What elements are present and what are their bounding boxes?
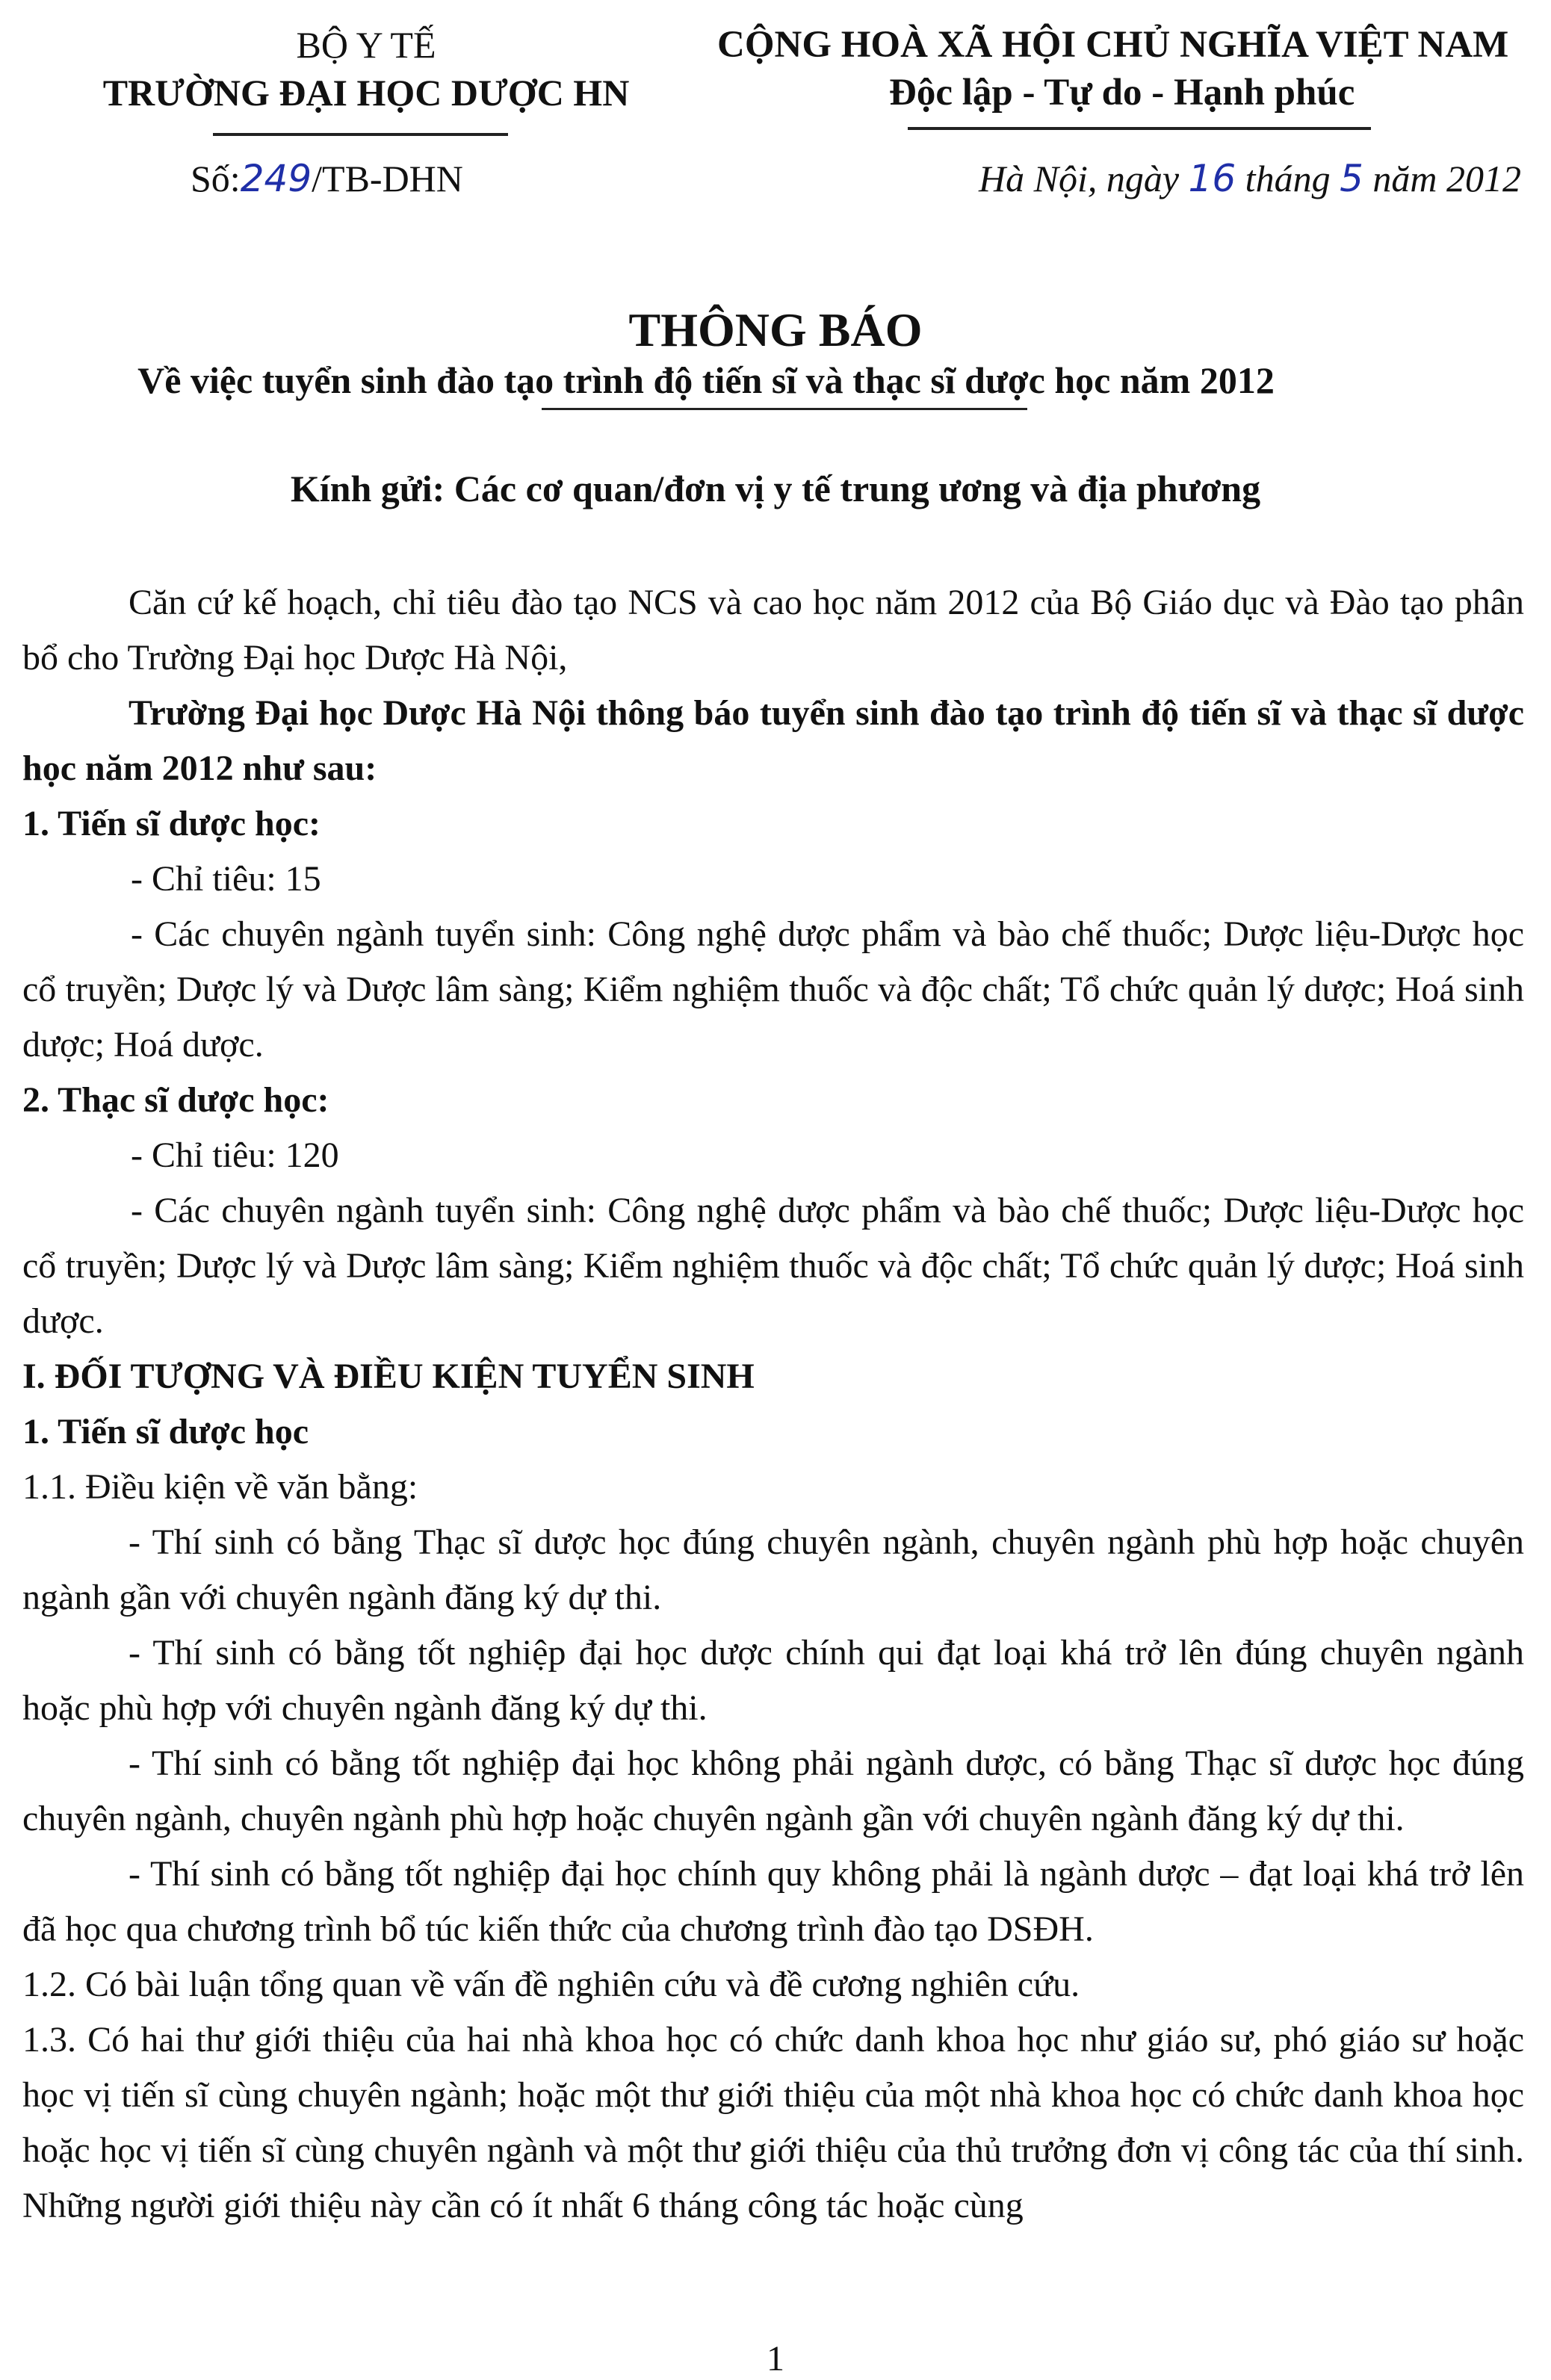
document-body	[22, 575, 1524, 2234]
national-motto: Độc lập - Tự do - Hạnh phúc	[889, 72, 1355, 114]
masters-majors: - Các chuyên ngành tuyển sinh: Công nghệ dược phẩm và bào chế thuốc; Dược liệu-Dược học cổ truyền; Dược lý và Dược lâm sàng; Kiểm nghiệm thuốc và độc chất; Tổ chức quản lý dược; Hoá sinh dược.	[22, 1191, 1524, 1341]
part-one-heading: I. ĐỐI TƯỢNG VÀ ĐIỀU KIỆN TUYỂN SINH	[22, 1357, 755, 1396]
recommendation-requirement: 1.3. Có hai thư giới thiệu của hai nhà khoa học có chức danh khoa học như giáo sư, phó giáo sư hoặc học vị tiến sĩ cùng chuyên ngành; hoặc một thư giới thiệu của một nhà khoa học có chức danh khoa học hoặc học vị tiến sĩ cùng chuyên ngành và một thư giới thiệu của thủ trưởng đơn vị công tác của thí sinh. Những người giới thiệu này cần có ít nhất 6 tháng công tác hoặc cùng	[22, 2020, 1524, 2225]
part-one-sub-heading: 1. Tiến sĩ dược học	[22, 1412, 309, 1451]
recipient-line: Kính gửi: Các cơ quan/đơn vị y tế trung ương và địa phương	[290, 468, 1261, 509]
condition-item-4: - Thí sinh có bằng tốt nghiệp đại học chính quy không phải là ngành dược – đạt loại khá trở lên đã học qua chương trình bổ túc kiến thức của chương trình đào tạo DSĐH.	[22, 1854, 1524, 1949]
university-name: TRƯỜNG ĐẠI HỌC DƯỢC HN	[102, 72, 630, 114]
phd-quota: - Chỉ tiêu: 15	[131, 859, 321, 899]
issuer-block	[30, 21, 702, 117]
date-month-label: tháng	[1236, 158, 1340, 199]
issue-date	[979, 157, 1521, 200]
condition-item-2: - Thí sinh có bằng tốt nghiệp đại học dược chính qui đạt loại khá trở lên đúng chuyên ngành hoặc phù hợp với chuyên ngành đăng ký dự thi.	[22, 1633, 1524, 1728]
essay-requirement: 1.2. Có bài luận tổng quan về vấn đề nghiên cứu và đề cương nghiên cứu.	[22, 1965, 1080, 2004]
intro-paragraph: Căn cứ kế hoạch, chỉ tiêu đào tạo NCS và cao học năm 2012 của Bộ Giáo dục và Đào tạo phân bổ cho Trường Đại học Dược Hà Nội,	[22, 583, 1524, 678]
document-title: THÔNG BÁO	[628, 303, 923, 356]
section-masters-heading: 2. Thạc sĩ dược học:	[22, 1080, 329, 1120]
section-phd-heading: 1. Tiến sĩ dược học:	[22, 804, 321, 843]
reference-prefix: Số:	[191, 158, 241, 199]
masters-quota: - Chỉ tiêu: 120	[131, 1135, 339, 1175]
document-subtitle: Về việc tuyển sinh đào tạo trình độ tiến sĩ và thạc sĩ dược học năm 2012	[137, 359, 1275, 401]
phd-majors	[22, 907, 1524, 1073]
handwritten-number: 249	[240, 157, 312, 200]
phd-majors-list: Công nghệ dược phẩm và bào chế thuốc; Dược liệu-Dược học cổ truyền; Dược lý và Dược lâm sàng; Kiểm nghiệm thuốc và độc chất; Tổ chức quản lý dược; Hoá sinh dược; Hoá dược.	[22, 914, 1525, 1065]
date-prefix: Hà Nội, ngày	[979, 158, 1189, 199]
date-year: năm 2012	[1363, 158, 1521, 199]
condition-item-3: - Thí sinh có bằng tốt nghiệp đại học không phải ngành dược, có bằng Thạc sĩ dược học đúng chuyên ngành, chuyên ngành phù hợp hoặc chuyên ngành gần với chuyên ngành đăng ký dự thi.	[22, 1744, 1524, 1838]
motto-underline	[908, 127, 1371, 130]
reference-suffix: /TB-DHN	[312, 158, 463, 199]
page-number: 1	[767, 2339, 784, 2379]
ministry-name: BỘ Y TẾ	[296, 24, 436, 66]
issuer-underline	[213, 133, 508, 136]
country-name: CỘNG HOÀ XÃ HỘI CHỦ NGHĨA VIỆT NAM	[717, 24, 1509, 66]
phd-majors-label: - Các chuyên ngành tuyển sinh:	[131, 914, 596, 954]
degree-conditions-heading: 1.1. Điều kiện về văn bằng:	[22, 1467, 418, 1507]
condition-item-1: - Thí sinh có bằng Thạc sĩ dược học đúng chuyên ngành, chuyên ngành phù hợp hoặc chuyên ngành gần với chuyên ngành đăng ký dự thi.	[22, 1522, 1524, 1617]
subtitle-underline	[542, 408, 1027, 410]
handwritten-month: 5	[1340, 157, 1363, 200]
national-heading	[717, 21, 1551, 117]
reference-number	[191, 157, 463, 200]
announcement-paragraph: Trường Đại học Dược Hà Nội thông báo tuyển sinh đào tạo trình độ tiến sĩ và thạc sĩ dược học năm 2012 như sau:	[22, 693, 1524, 788]
handwritten-day: 16	[1188, 157, 1236, 200]
